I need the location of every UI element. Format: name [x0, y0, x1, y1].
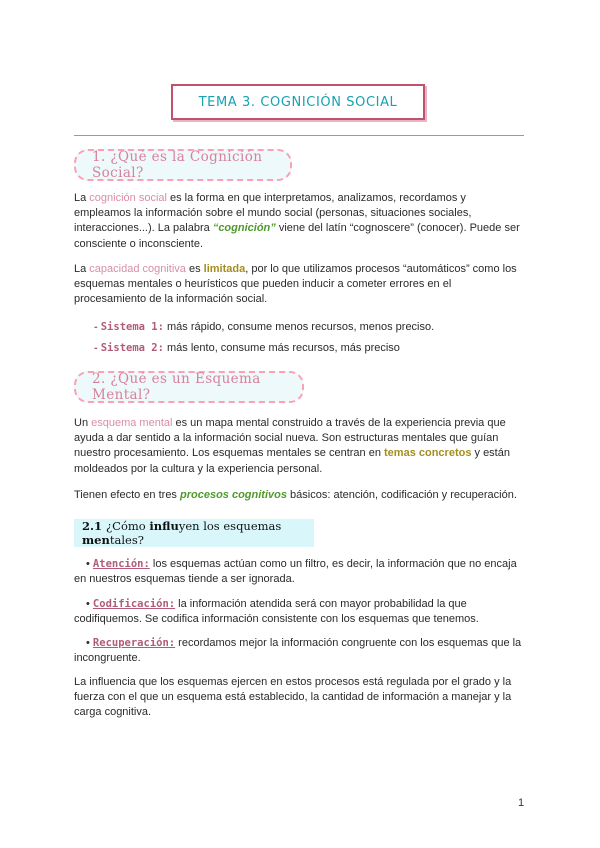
- subsection-2-1-heading-text: [82, 519, 314, 547]
- text: es un mapa mental construido a través de la experiencia previa que ayuda a dar sentido a la información social nueva. Son estructuras mentales que guían nuestro procesamiento. Los esquemas mentales se centran en: [74, 417, 506, 460]
- text: recordamos mejor la información congruente con los esquemas que la incongruente.: [74, 637, 522, 665]
- page-number: 1: [518, 797, 525, 809]
- subsection-2-1-heading: [74, 519, 314, 547]
- text: Un: [74, 417, 92, 429]
- text: viene del latín “cognoscere” (conocer). Puede ser consciente o inconsciente.: [74, 222, 520, 250]
- text: Tienen efecto en tres: [74, 489, 180, 501]
- text: y están moldeados por la cultura y la experiencia personal.: [74, 447, 510, 475]
- dash: -: [94, 321, 101, 333]
- text: ¿Cómo: [106, 519, 150, 533]
- term-cognicion-social: cognición social: [89, 192, 167, 204]
- text: más rápido, consume menos recursos, menos preciso.: [163, 321, 435, 333]
- page-title: TEMA 3. COGNICIÓN SOCIAL: [198, 94, 398, 110]
- system-1-label: Sistema 1:: [100, 321, 164, 333]
- bullet-recuperacion: [74, 636, 524, 666]
- bullet-mark: •: [86, 558, 93, 570]
- term-temas-concretos: temas concretos: [384, 447, 472, 460]
- text: men: [82, 533, 110, 547]
- term-cognicion: “cognición”: [212, 222, 276, 235]
- title-box: [171, 84, 425, 120]
- text: básicos: atención, codificación y recuperación.: [286, 489, 517, 501]
- term-limitada: limitada: [203, 263, 246, 275]
- section-1-heading: [74, 149, 292, 181]
- term-procesos-cognitivos: procesos cognitivos: [180, 489, 287, 501]
- text: más lento, consume más recursos, más preciso: [163, 342, 400, 354]
- term-capacidad-cognitiva: capacidad cognitiva: [89, 263, 186, 275]
- horizontal-rule: [74, 135, 524, 136]
- bullet-mark: •: [86, 598, 93, 610]
- bullet-atencion-label: Atención:: [92, 558, 150, 570]
- bullet-atencion: [74, 557, 524, 587]
- dash: -: [94, 342, 101, 354]
- text: 2.1: [82, 519, 107, 533]
- bullet-recuperacion-label: Recuperación:: [92, 637, 176, 649]
- text: yen los esquemas: [178, 519, 282, 533]
- section-2-heading-text: 2. ¿Qué es un Esquema Mental?: [92, 371, 261, 403]
- bullet-codificacion: [74, 597, 524, 627]
- section-2-paragraph-2: [74, 488, 524, 503]
- text: influ: [149, 519, 179, 533]
- text: los esquemas actúan como un filtro, es decir, la información que no encaja en nuestros esquemas tiende a ser ignorada.: [74, 558, 517, 586]
- text: la información atendida será con mayor probabilidad la que codifiquemos. Se codifica información consistente con los esquemas que tenemos.: [74, 598, 479, 626]
- text: La: [74, 192, 90, 204]
- closing-paragraph: La influencia que los esquemas ejercen en estos procesos está regulada por el grado y la fuerza con el que un esquema está establecido, la cantidad de información a manejar y la carga cognitiva.: [74, 676, 512, 719]
- section-1-heading-text: 1. ¿Qué es la Cognición Social?: [92, 149, 263, 181]
- text: es la forma en que interpretamos, analizamos, recordamos y empleamos la información sobre el mundo social (personas, situaciones sociales, interacciones...). La palabra: [74, 192, 472, 235]
- section-1-paragraph-2: [74, 262, 524, 308]
- system-2-item: [94, 341, 524, 356]
- section-2-heading: [74, 371, 304, 403]
- bullet-mark: •: [86, 637, 93, 649]
- text: es: [185, 263, 204, 275]
- section-1-paragraph-1: [74, 191, 524, 252]
- system-1-item: [94, 320, 524, 335]
- system-2-label: Sistema 2:: [100, 342, 164, 354]
- text: , por lo que utilizamos procesos “automáticos” como los esquemas mentales o heurísticos que pueden inducir a cometer errores en el procesamiento de la información social.: [74, 263, 517, 306]
- text: La: [74, 263, 90, 275]
- section-2-paragraph-1: [74, 416, 524, 477]
- bullet-codificacion-label: Codificación:: [92, 598, 176, 610]
- term-esquema-mental: esquema mental: [91, 417, 173, 429]
- text: tales?: [109, 533, 144, 547]
